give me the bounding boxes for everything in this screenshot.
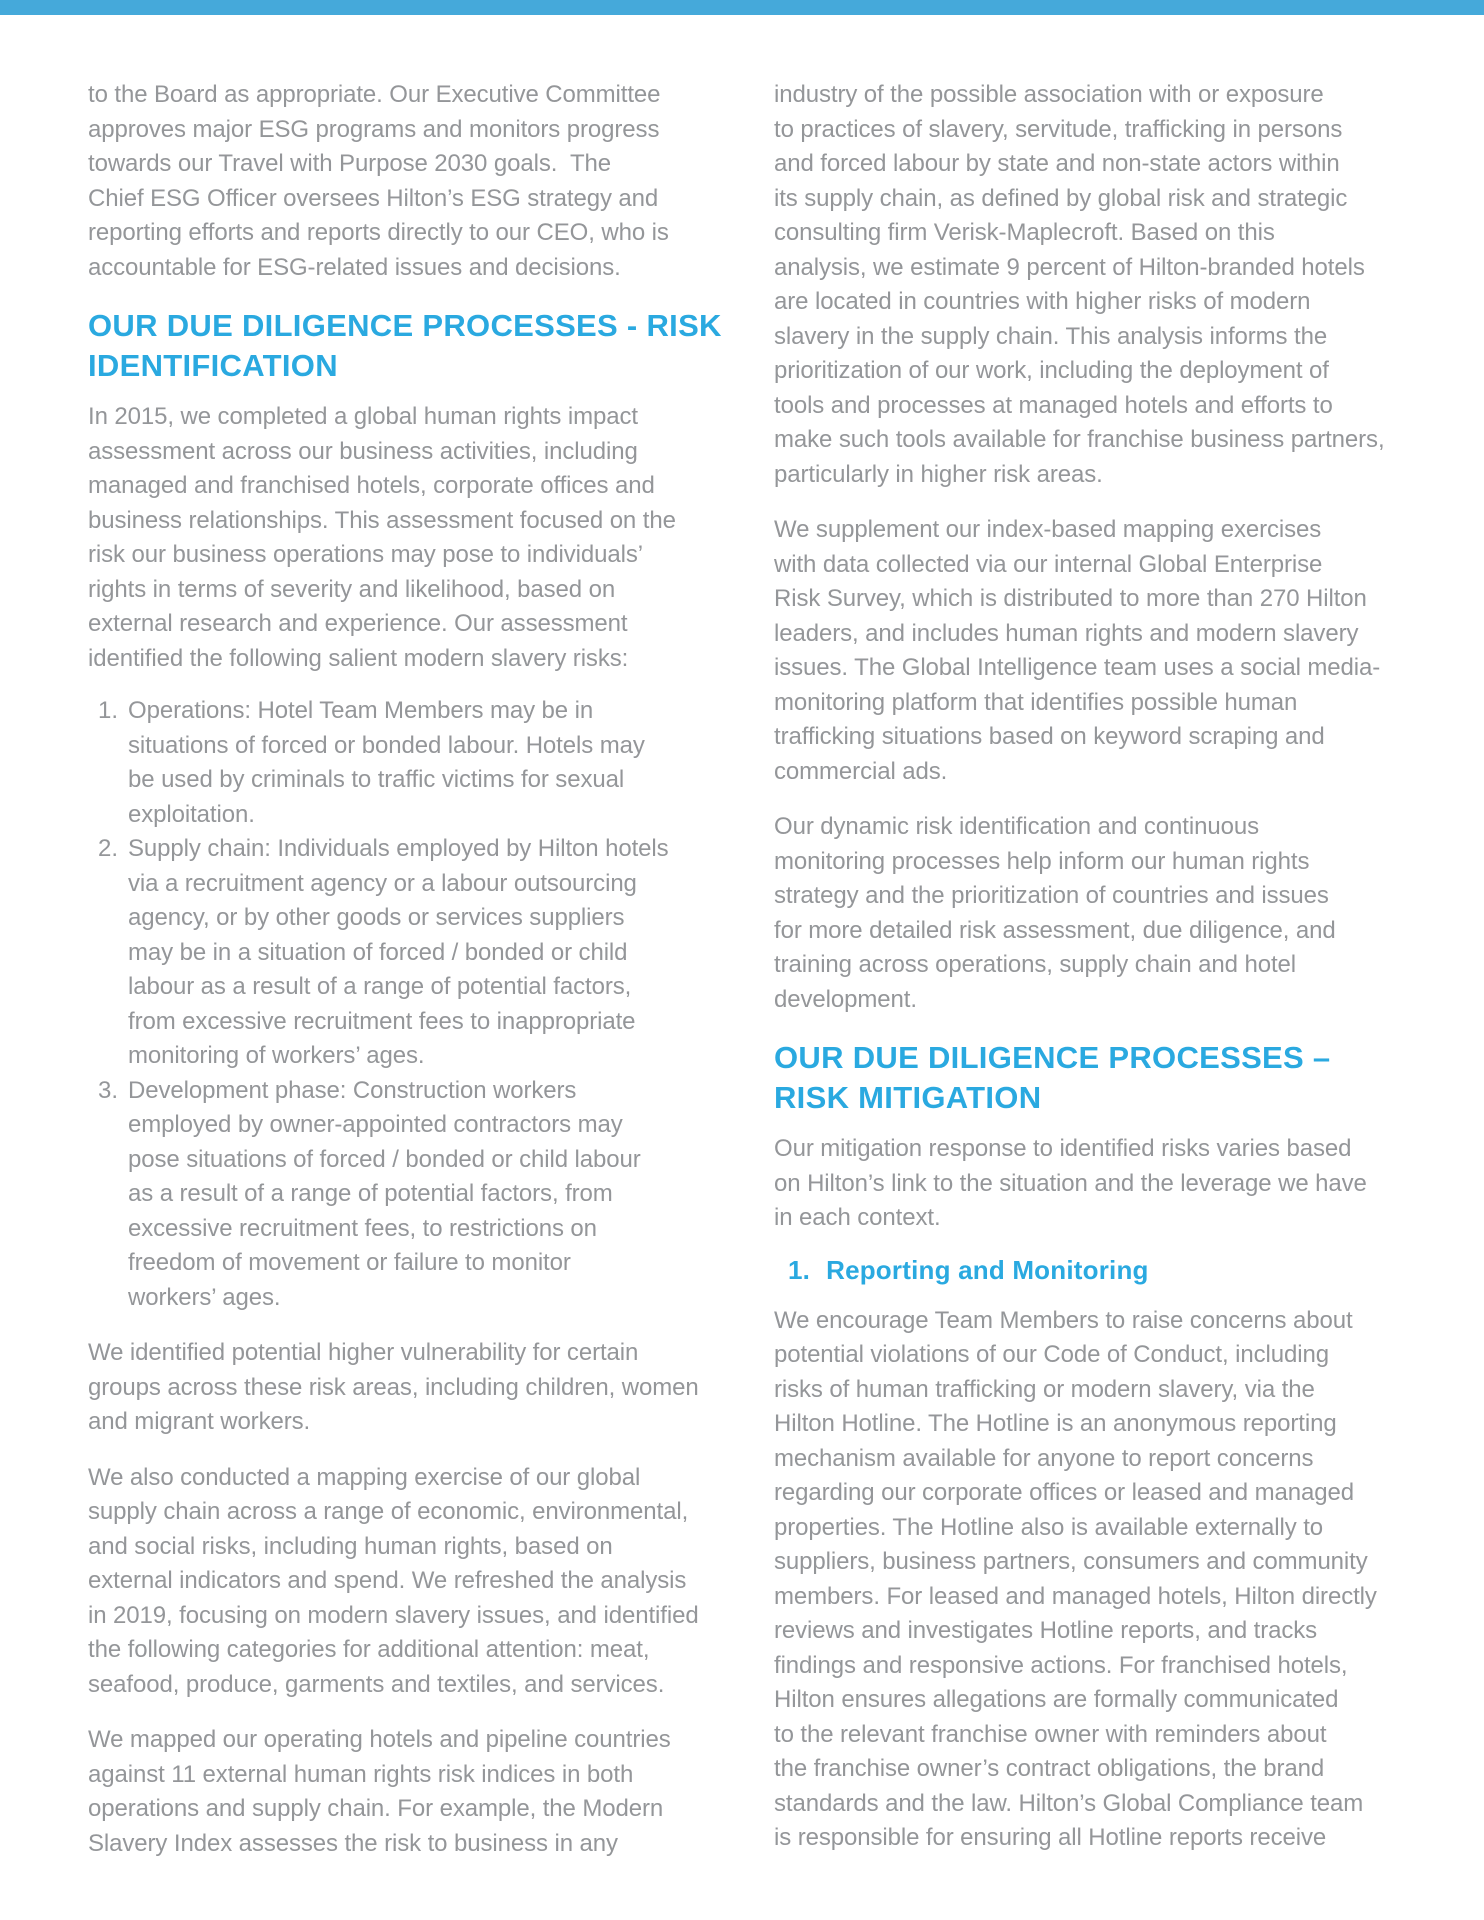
text-line: external indicators and spend. We refreshed the analysis: [88, 1567, 687, 1594]
list-item-number: 2.: [98, 835, 119, 862]
text-line: We supplement our index-based mapping exercises: [774, 516, 1322, 543]
list-item-text: [128, 694, 710, 832]
text-line: external research and experience. Our assessment: [88, 610, 628, 637]
text-line: slavery in the supply chain. This analysis informs the: [774, 322, 1328, 350]
text-line: operations and supply chain. For example, the Modern: [88, 1795, 664, 1822]
text-line: on Hilton’s link to the situation and the leverage we have: [774, 1169, 1367, 1197]
text-line: tools and processes at managed hotels and efforts to: [774, 391, 1333, 419]
text-line: exploitation.: [128, 800, 255, 828]
text-line: situations of forced or bonded labour. Hotels may: [128, 731, 645, 759]
text-line: managed and franchised hotels, corporate offices and: [88, 472, 655, 499]
text-line: from excessive recruitment fees to inappropriate: [128, 1007, 636, 1035]
text-line: in each context.: [774, 1204, 941, 1231]
text-line: monitoring processes help inform our human rights: [774, 847, 1310, 875]
text-line: We encourage Team Members to raise concerns about: [774, 1306, 1353, 1334]
list-item: [88, 694, 710, 832]
text-line: risk our business operations may pose to individuals’: [88, 541, 643, 568]
text-line: is responsible for ensuring all Hotline reports receive: [774, 1824, 1327, 1851]
left-column: [88, 78, 722, 1920]
text-line: Hilton Hotline. The Hotline is an anonymous reporting: [774, 1410, 1337, 1437]
subsection-heading: [774, 1252, 1396, 1288]
text-line: excessive recruitment fees, to restrictions on: [128, 1214, 597, 1242]
section-heading-line: OUR DUE DILIGENCE PROCESSES - RISK: [88, 308, 722, 343]
text-line: approves major ESG programs and monitors progress: [88, 115, 660, 143]
subsection-number: 1.: [788, 1254, 811, 1285]
text-line: agency, or by other goods or services suppliers: [128, 904, 625, 931]
text-line: as a result of a range of potential factors, from: [128, 1180, 613, 1207]
text-line: employed by owner-appointed contractors may: [128, 1111, 623, 1138]
text-line: consulting firm Verisk-Maplecroft. Based on this: [774, 219, 1275, 246]
text-line: potential violations of our Code of Conduct, including: [774, 1341, 1329, 1368]
text-line: We mapped our operating hotels and pipeline countries: [88, 1726, 671, 1753]
text-line: Risk Survey, which is distributed to more than 270 Hilton: [774, 585, 1367, 612]
text-line: towards our Travel with Purpose 2030 goals. The: [88, 150, 612, 177]
text-line: to the relevant franchise owner with reminders about: [774, 1720, 1327, 1748]
text-line: Slavery Index assesses the risk to business in any: [88, 1829, 618, 1857]
right-column: [774, 78, 1396, 1920]
text-line: the following categories for additional attention: meat,: [88, 1636, 650, 1663]
text-line: business relationships. This assessment focused on the: [88, 506, 676, 534]
text-line: analysis, we estimate 9 percent of Hilton-branded hotels: [774, 253, 1365, 281]
text-line: with data collected via our internal Global Enterprise: [774, 550, 1323, 578]
text-line: training across operations, supply chain and hotel: [774, 951, 1296, 978]
text-line: In 2015, we completed a global human rights impact: [88, 403, 638, 430]
text-line: We also conducted a mapping exercise of our global: [88, 1463, 641, 1491]
text-line: for more detailed risk assessment, due diligence, and: [774, 916, 1336, 944]
text-line: in 2019, focusing on modern slavery issues, and identified: [88, 1601, 699, 1629]
text-line: supply chain across a range of economic, environmental,: [88, 1498, 689, 1525]
paragraph: [774, 810, 1396, 1017]
paragraph: [774, 513, 1396, 789]
text-line: Development phase: Construction workers: [128, 1076, 577, 1104]
text-line: may be in a situation of forced / bonded or child: [128, 938, 628, 966]
paragraph: [774, 78, 1396, 492]
text-line: regarding our corporate offices or leased and managed: [774, 1479, 1354, 1506]
numbered-list: [88, 694, 710, 1315]
section-heading-line: OUR DUE DILIGENCE PROCESSES –: [774, 1040, 1331, 1075]
text-line: groups across these risk areas, including children, women: [88, 1373, 699, 1401]
section-heading: [774, 1038, 1396, 1118]
text-line: standards and the law. Hilton’s Global Compliance team: [774, 1789, 1364, 1817]
text-line: development.: [774, 985, 917, 1013]
list-item-text: [128, 832, 710, 1074]
text-line: We identified potential higher vulnerability for certain: [88, 1339, 639, 1366]
text-line: and migrant workers.: [88, 1408, 311, 1435]
text-line: properties. The Hotline also is available externally to: [774, 1513, 1324, 1541]
text-line: trafficking situations based on keyword scraping and: [774, 723, 1325, 750]
text-line: monitoring of workers’ ages.: [128, 1042, 425, 1069]
text-line: Supply chain: Individuals employed by Hilton hotels: [128, 835, 669, 862]
text-line: are located in countries with higher risks of modern: [774, 288, 1311, 315]
text-line: the franchise owner’s contract obligations, the brand: [774, 1755, 1325, 1782]
paragraph: [88, 1723, 710, 1861]
text-line: mechanism available for anyone to report concerns: [774, 1444, 1314, 1472]
text-line: workers’ ages.: [128, 1283, 281, 1311]
text-line: accountable for ESG-related issues and decisions.: [88, 253, 621, 281]
paragraph: [774, 1304, 1396, 1856]
section-heading-line: RISK MITIGATION: [774, 1080, 1042, 1115]
paragraph: [88, 400, 710, 676]
text-line: rights in terms of severity and likelihood, based on: [88, 575, 616, 603]
text-line: its supply chain, as defined by global risk and strategic: [774, 184, 1348, 212]
text-line: members. For leased and managed hotels, Hilton directly: [774, 1582, 1377, 1610]
text-line: Our dynamic risk identification and continuous: [774, 813, 1259, 840]
text-line: particularly in higher risk areas.: [774, 460, 1103, 488]
text-line: and forced labour by state and non-state actors within: [774, 150, 1340, 177]
text-line: reviews and investigates Hotline reports, and tracks: [774, 1617, 1318, 1644]
text-line: Operations: Hotel Team Members may be in: [128, 697, 594, 724]
paragraph: [88, 1336, 710, 1440]
list-item: [88, 832, 710, 1074]
text-line: and social risks, including human rights, based on: [88, 1532, 613, 1560]
text-line: commercial ads.: [774, 757, 948, 785]
text-line: assessment across our business activities, including: [88, 437, 638, 465]
list-item-number: 3.: [98, 1076, 119, 1104]
text-line: monitoring platform that identifies possible human: [774, 688, 1298, 716]
text-line: make such tools available for franchise business partners,: [774, 426, 1385, 453]
text-line: identified the following salient modern slavery risks:: [88, 644, 629, 672]
text-line: prioritization of our work, including the deployment of: [774, 357, 1329, 384]
text-line: pose situations of forced / bonded or child labour: [128, 1145, 641, 1173]
text-line: to the Board as appropriate. Our Executive Committee: [88, 81, 661, 108]
text-line: risks of human trafficking or modern slavery, via the: [774, 1375, 1315, 1403]
text-line: via a recruitment agency or a labour outsourcing: [128, 869, 637, 897]
section-heading: [88, 306, 722, 386]
text-line: Hilton ensures allegations are formally communicated: [774, 1686, 1339, 1713]
list-item: [88, 1074, 710, 1316]
text-line: seafood, produce, garments and textiles, and services.: [88, 1670, 665, 1698]
text-line: Chief ESG Officer oversees Hilton’s ESG strategy and: [88, 184, 659, 212]
text-line: labour as a result of a range of potential factors,: [128, 973, 632, 1000]
list-item-text: [128, 1074, 710, 1316]
text-line: Our mitigation response to identified risks varies based: [774, 1135, 1352, 1162]
text-line: to practices of slavery, servitude, trafficking in persons: [774, 115, 1343, 143]
paragraph: [774, 1132, 1396, 1236]
text-line: suppliers, business partners, consumers and community: [774, 1548, 1368, 1575]
text-line: leaders, and includes human rights and modern slavery: [774, 619, 1359, 647]
subsection-title: Reporting and Monitoring: [826, 1254, 1149, 1285]
text-line: industry of the possible association with or exposure: [774, 81, 1324, 108]
text-line: freedom of movement or failure to monitor: [128, 1249, 571, 1276]
list-item-number: 1.: [98, 697, 119, 724]
paragraph: [88, 1461, 710, 1703]
text-line: be used by criminals to traffic victims for sexual: [128, 766, 625, 793]
paragraph: [88, 78, 710, 285]
text-line: findings and responsive actions. For franchised hotels,: [774, 1651, 1348, 1679]
section-heading-line: IDENTIFICATION: [88, 348, 338, 383]
text-line: strategy and the prioritization of countries and issues: [774, 882, 1329, 909]
text-line: issues. The Global Intelligence team uses a social media-: [774, 654, 1381, 681]
text-line: against 11 external human rights risk indices in both: [88, 1760, 634, 1788]
text-line: reporting efforts and reports directly to our CEO, who is: [88, 219, 669, 246]
